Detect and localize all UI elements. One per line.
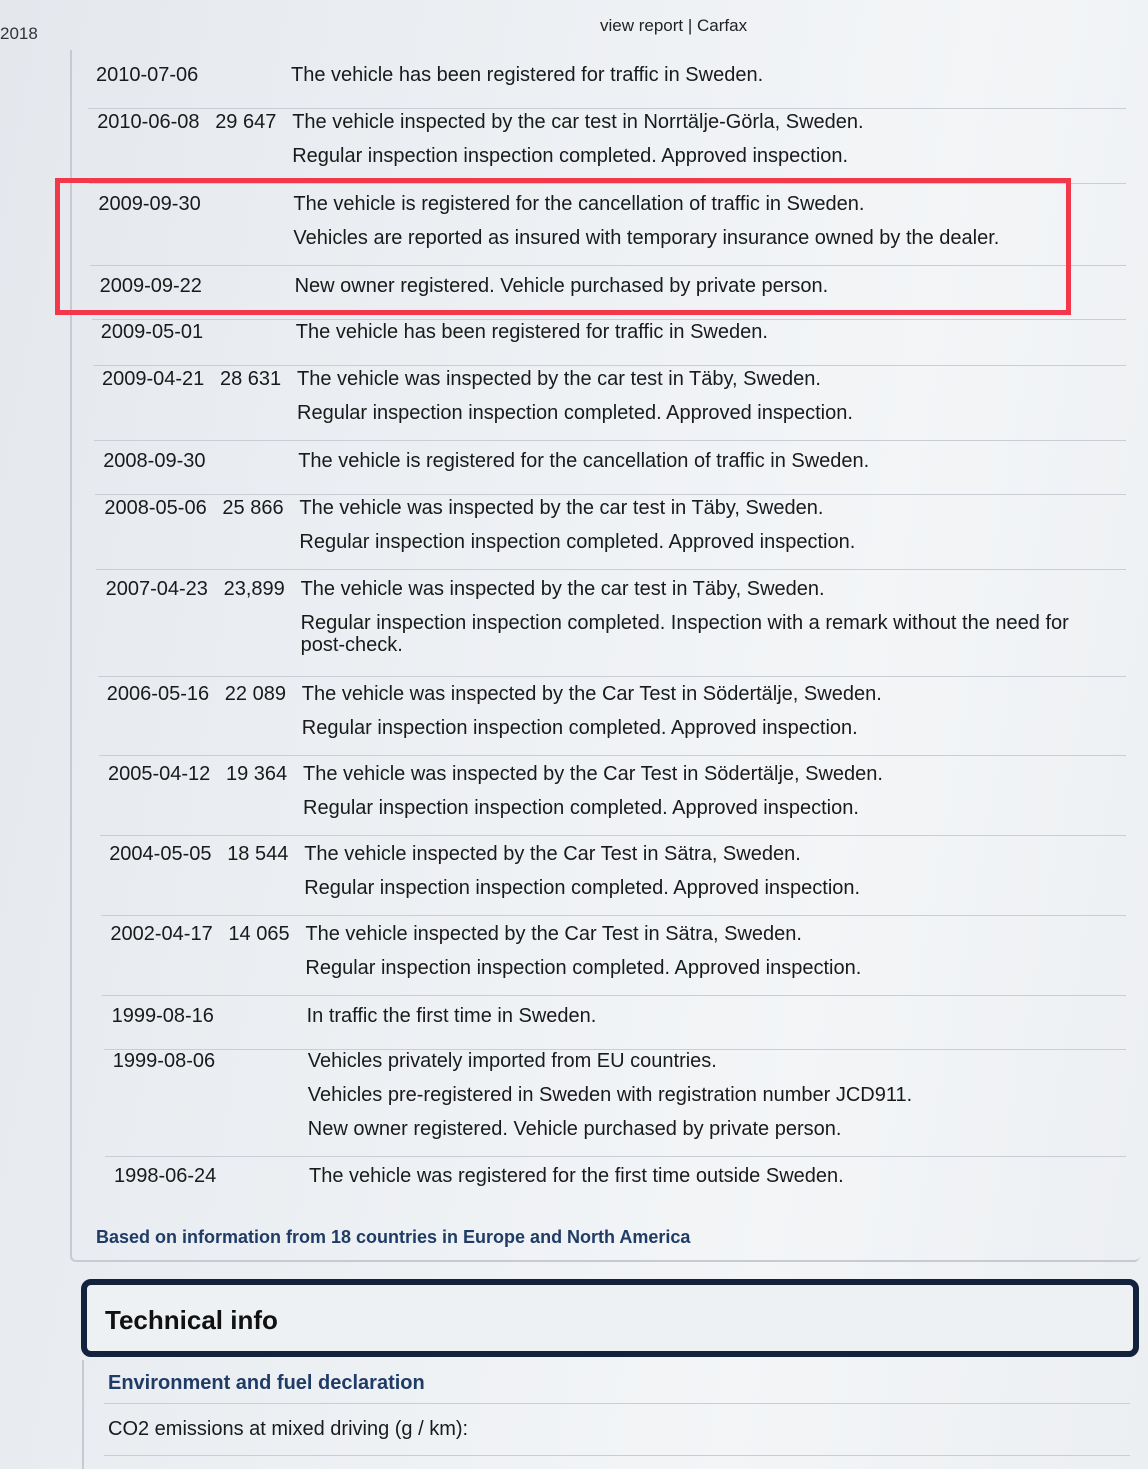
technical-info-title: Technical info: [105, 1305, 278, 1335]
history-description: [291, 64, 1126, 98]
technical-info-header: [81, 1279, 1139, 1357]
page-year-fragment: 2018: [0, 24, 38, 43]
history-description: [305, 923, 1126, 991]
history-date: 2008-05-06: [104, 497, 207, 519]
history-date: 1999-08-06: [112, 1050, 216, 1072]
technical-info-body: [82, 1360, 1144, 1469]
history-line: The vehicle has been registered for traffic in Sweden.: [291, 64, 764, 86]
history-date: 2009-09-22: [99, 275, 202, 297]
history-description: [292, 111, 1126, 179]
history-odometer: 22 089: [224, 683, 286, 705]
history-line: The vehicle is registered for the cancellation of traffic in Sweden.: [298, 450, 870, 472]
history-row: [106, 1165, 1126, 1209]
history-description: [302, 683, 1126, 751]
history-line: The vehicle is registered for the cancellation of traffic in Sweden.: [293, 193, 865, 215]
history-line: Regular inspection inspection completed. Approved inspection.: [292, 145, 849, 167]
history-odometer: 14 065: [228, 923, 290, 945]
history-row: [93, 321, 1126, 366]
history-line: In traffic the first time in Sweden.: [306, 1005, 597, 1027]
divider: [104, 1403, 1130, 1404]
history-date: 2009-09-30: [98, 193, 201, 215]
history-description: [307, 1005, 1126, 1039]
history-line: The vehicle was registered for the first time outside Sweden.: [309, 1165, 844, 1187]
history-line: Regular inspection inspection completed. Approved inspection.: [299, 531, 856, 553]
history-row: [100, 763, 1126, 836]
history-row: [96, 497, 1126, 570]
history-description: [304, 843, 1126, 911]
history-line: The vehicle was inspected by the Car Test in Södertälje, Sweden.: [301, 683, 882, 705]
history-description: [308, 1050, 1126, 1152]
page-header: view report | Carfax: [600, 16, 748, 35]
history-row: [88, 64, 1126, 109]
history-line: Vehicles pre-registered in Sweden with registration number JCD911.: [307, 1084, 913, 1106]
environment-fuel-heading: Environment and fuel declaration: [108, 1372, 425, 1394]
history-row: [102, 923, 1126, 996]
history-date: 1999-08-16: [111, 1005, 214, 1027]
history-row: [89, 111, 1126, 184]
history-line: The vehicle has been registered for traffic in Sweden.: [295, 321, 768, 343]
history-row: [104, 1005, 1126, 1050]
history-line: The vehicle inspected by the Car Test in Sätra, Sweden.: [304, 843, 801, 865]
history-line: The vehicle inspected by the car test in Norrtälje-Görla, Sweden.: [292, 111, 864, 133]
history-odometer: 19 364: [226, 763, 288, 785]
history-description: [298, 450, 1126, 484]
history-row: [94, 368, 1126, 441]
history-line: Regular inspection inspection completed. Approved inspection.: [305, 957, 862, 979]
history-date: 2005-04-12: [108, 763, 211, 785]
history-date: 2006-05-16: [106, 683, 210, 705]
history-line: Vehicles privately imported from EU countries.: [307, 1050, 717, 1072]
history-date: 2010-07-06: [96, 64, 199, 86]
history-line: Regular inspection inspection completed. Approved inspection.: [301, 717, 858, 739]
history-date: 2009-05-01: [100, 321, 204, 343]
history-line: New owner registered. Vehicle purchased by private person.: [307, 1118, 842, 1140]
history-line: The vehicle was inspected by the car test in Täby, Sweden.: [297, 368, 821, 390]
history-date: 1998-06-24: [114, 1165, 217, 1187]
history-date: 2007-04-23: [105, 578, 208, 600]
history-line: Vehicles are reported as insured with temporary insurance owned by the dealer.: [293, 227, 1000, 249]
history-date: 2004-05-05: [109, 843, 212, 865]
history-description: [296, 321, 1126, 355]
history-line: The vehicle was inspected by the car test in Täby, Sweden.: [299, 497, 824, 519]
history-line: Regular inspection inspection completed. Approved inspection.: [297, 402, 853, 424]
history-row: [105, 1050, 1126, 1157]
history-line: Regular inspection inspection completed. Approved inspection.: [304, 877, 861, 899]
history-date: 2009-04-21: [102, 368, 205, 390]
history-line: The vehicle inspected by the Car Test in Sätra, Sweden.: [305, 923, 802, 945]
history-odometer: 29 647: [215, 111, 277, 133]
history-date: 2002-04-17: [110, 923, 213, 945]
history-row: [95, 450, 1126, 495]
history-description: [301, 578, 1126, 656]
history-date: 2008-09-30: [103, 450, 206, 472]
divider: [104, 1455, 1130, 1456]
history-odometer: 23,899: [223, 578, 285, 600]
history-line: The vehicle was inspected by the Car Test in Södertälje, Sweden.: [303, 763, 883, 785]
history-line: The vehicle was inspected by the car test in Täby, Sweden.: [300, 578, 825, 600]
history-description: [297, 368, 1126, 436]
history-line: Regular inspection inspection completed. Approved inspection.: [303, 797, 859, 819]
source-footnote: Based on information from 18 countries in Europe and North America: [96, 1227, 691, 1247]
history-line: Regular inspection inspection completed. Inspection with a remark without the need for post-check.: [300, 612, 1069, 656]
history-line: New owner registered. Vehicle purchased by private person.: [294, 275, 829, 297]
co2-label: CO2 emissions at mixed driving (g / km):: [108, 1418, 469, 1440]
history-description: [303, 763, 1126, 831]
history-row: [99, 683, 1126, 756]
history-odometer: 28 631: [220, 368, 282, 390]
history-row: [101, 843, 1126, 916]
history-row: [98, 578, 1126, 677]
red-highlight-box: [55, 178, 1071, 315]
history-description: [309, 1165, 1126, 1199]
history-odometer: 18 544: [227, 843, 289, 865]
history-date: 2010-06-08: [97, 111, 200, 133]
history-odometer: 25 866: [222, 497, 284, 519]
history-description: [299, 497, 1126, 565]
